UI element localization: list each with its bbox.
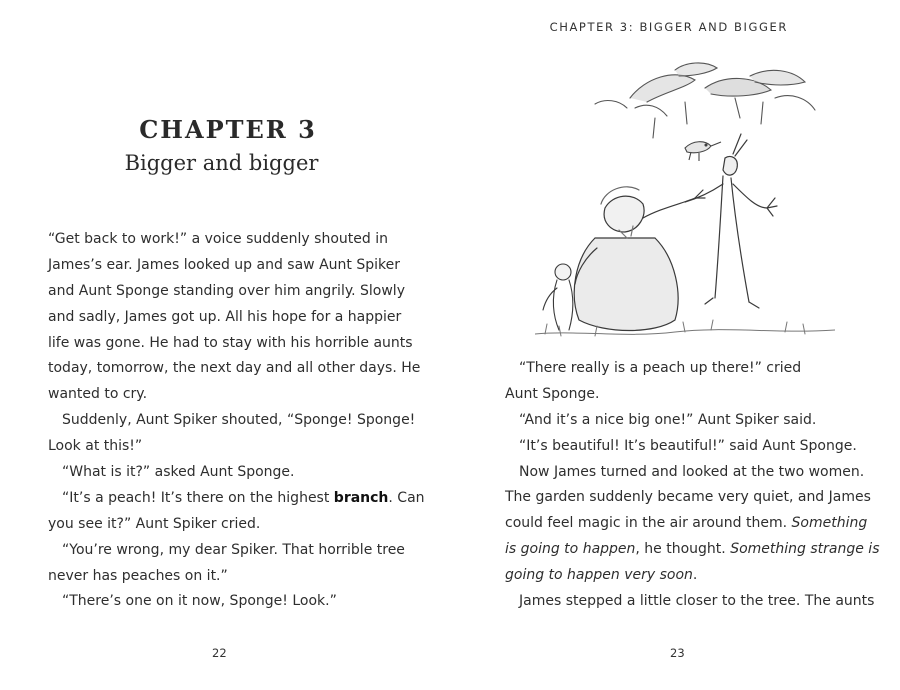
text-run: never has peaches on it.” (48, 567, 228, 584)
text-run: is going to happen (505, 541, 636, 558)
text-run: Something strange is (730, 541, 880, 558)
text-run: Aunt Sponge. (505, 385, 600, 402)
text-line (505, 589, 875, 615)
text-line (505, 408, 855, 434)
aunt-sponge-drawing (574, 187, 705, 331)
text-line (505, 563, 855, 589)
text-line (48, 538, 405, 564)
text-run: . Can (388, 489, 425, 506)
text-run: “Get back to work!” a voice suddenly shouted in (48, 231, 388, 247)
text-line (48, 434, 398, 460)
ground-grass (535, 320, 835, 336)
text-run: James’s ear. James looked up and saw Aunt Spiker (48, 256, 400, 273)
bird-drawing (685, 142, 721, 161)
text-run: could feel magic in the air around them. (505, 515, 792, 532)
text-run: life was gone. He had to stay with his horrible aunts (48, 334, 413, 351)
text-line (505, 434, 855, 460)
text-line (48, 253, 398, 279)
text-line (505, 460, 865, 486)
text-line (48, 486, 425, 512)
text-run: “What is it?” asked Aunt Sponge. (62, 464, 295, 481)
text-line (48, 589, 398, 615)
text-line (48, 460, 398, 486)
text-run: James stepped a little closer to the tree. The aunts (519, 593, 875, 610)
text-run: Suddenly, Aunt Spiker shouted, “Sponge! Sponge! (62, 412, 416, 429)
james-drawing (543, 264, 573, 330)
text-line (48, 227, 398, 253)
text-line (48, 564, 398, 590)
text-run: going to happen very soon (505, 567, 693, 584)
text-run: “There’s one on it now, Sponge! Look.” (62, 593, 337, 610)
text-run: Something (791, 515, 868, 532)
text-line (505, 382, 855, 408)
text-line (48, 382, 398, 408)
text-line (48, 305, 402, 331)
chapter-title: Bigger and bigger (124, 151, 319, 175)
tree-foliage (595, 63, 815, 138)
text-run: wanted to cry. (48, 386, 148, 403)
text-run: branch (333, 489, 389, 506)
text-run: “It’s a peach! It’s there on the highest (62, 489, 334, 506)
text-run: Look at this!” (48, 438, 143, 455)
running-head: CHAPTER 3: BIGGER AND BIGGER (549, 20, 788, 34)
text-line (48, 356, 421, 382)
right-body-text (505, 356, 880, 615)
text-line (505, 356, 855, 382)
text-run: and Aunt Sponge standing over him angrily. Slowly (48, 282, 405, 299)
text-line (505, 511, 868, 537)
text-line (48, 408, 416, 434)
page-number-left: 22 (212, 646, 227, 660)
text-line (48, 512, 398, 538)
left-body-text (48, 227, 425, 615)
page-number-right: 23 (670, 646, 685, 660)
text-run: . (692, 567, 698, 584)
text-line (48, 279, 405, 305)
text-run: “And it’s a nice big one!” Aunt Spiker said. (519, 411, 817, 428)
text-run: you see it?” Aunt Spiker cried. (48, 515, 261, 532)
text-run: “You’re wrong, my dear Spiker. That horrible tree (62, 541, 405, 558)
text-line (505, 537, 880, 563)
text-line (48, 331, 413, 357)
text-run: “There really is a peach up there!” cried (519, 360, 802, 376)
text-line (505, 485, 871, 511)
text-run: , he thought. (635, 541, 731, 558)
chapter-number: CHAPTER 3 (139, 115, 317, 144)
text-run: Now James turned and looked at the two women. (519, 463, 865, 480)
text-run: “It’s beautiful! It’s beautiful!” said Aunt Sponge. (519, 437, 857, 454)
text-run: and sadly, James got up. All his hope for a happier (48, 308, 402, 325)
text-run: The garden suddenly became very quiet, and James (505, 489, 871, 506)
text-run: today, tomorrow, the next day and all other days. He (48, 360, 421, 377)
aunts-and-peach-tree-illustration (535, 58, 835, 346)
